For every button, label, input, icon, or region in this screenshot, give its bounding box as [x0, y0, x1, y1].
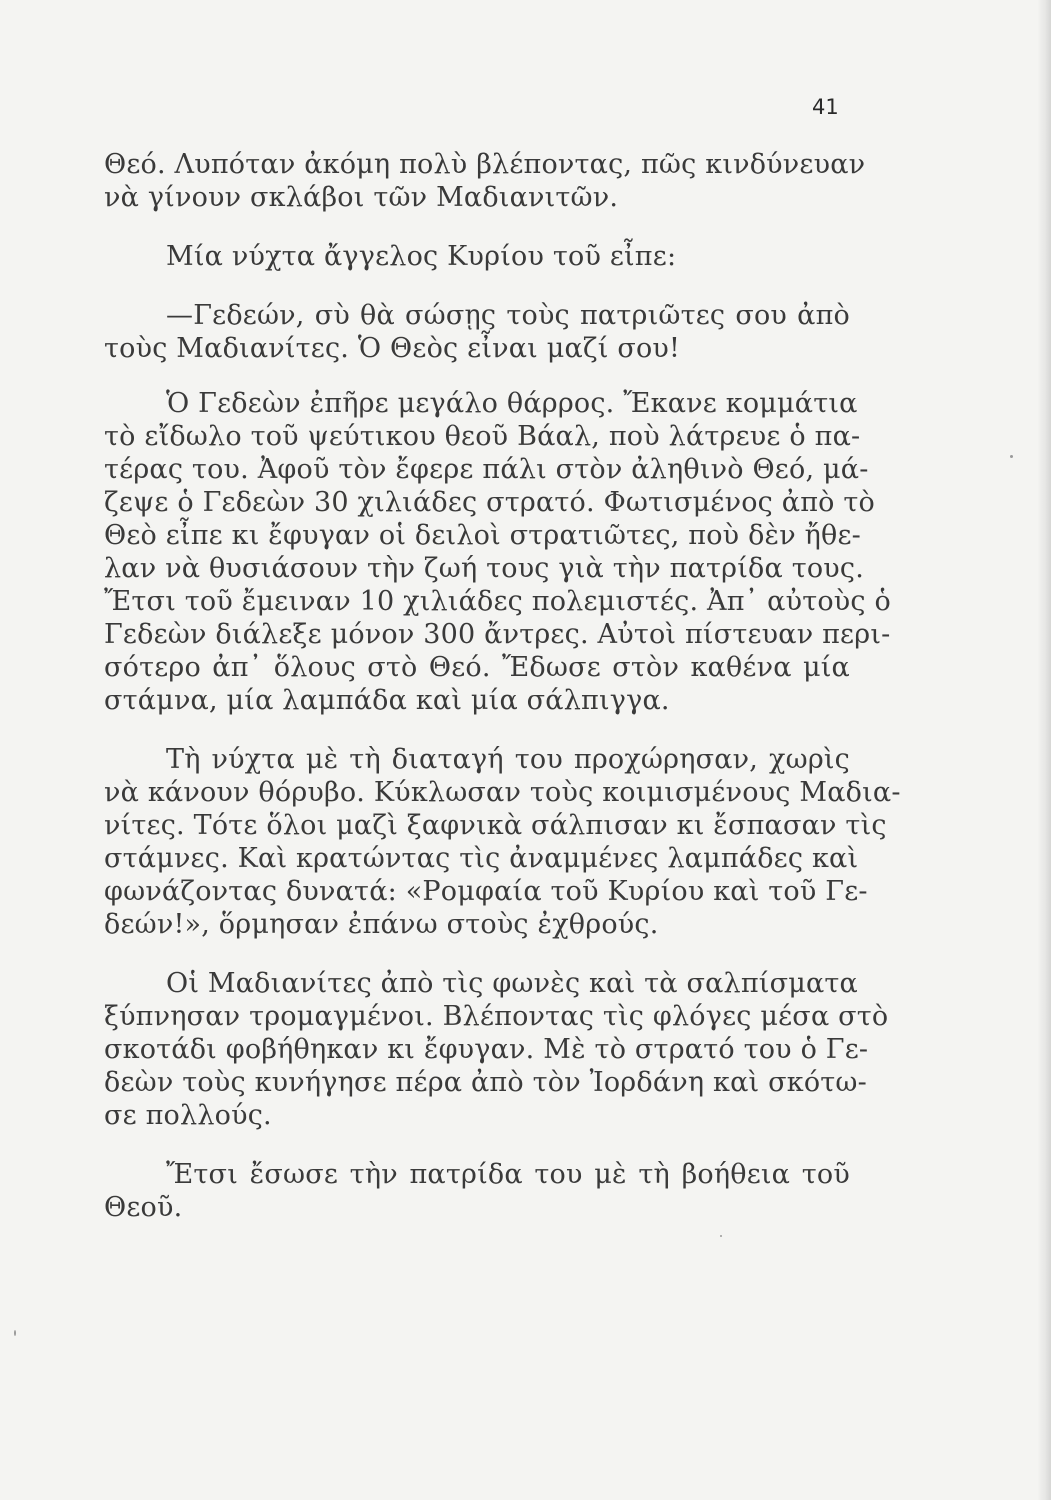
paragraph	[104, 148, 866, 214]
text-line: ξύπνησαν τρομαγμένοι. Βλέποντας τὶς φλόγες μέσα στὸ	[104, 1001, 889, 1032]
text-line: δεὼν τοὺς κυνήγησε πέρα ἀπὸ τὸν Ἰορδάνη καὶ σκότω-	[104, 1067, 867, 1098]
text-line: φωνάζοντας δυνατά: «Ρομφαία τοῦ Κυρίου καὶ τοῦ Γε-	[104, 876, 868, 907]
text-line: Θεοῦ.	[104, 1192, 183, 1223]
text-line: στάμνα, μία λαμπάδα καὶ μία σάλπιγγα.	[104, 685, 670, 716]
paragraph	[104, 1158, 850, 1224]
text-line: στάμνες. Καὶ κρατώντας τὶς ἀναμμένες λαμπάδες καὶ	[104, 843, 859, 874]
text-line: Ὁ Γεδεὼν ἐπῆρε μεγάλο θάρρος. Ἔκανε κομμάτια	[166, 388, 858, 419]
scan-speck	[720, 1235, 722, 1237]
text-line: τοὺς Μαδιανίτες. Ὁ Θεὸς εἶναι μαζί σου!	[104, 333, 681, 364]
text-line: ζεψε ὁ Γεδεὼν 30 χιλιάδες στρατό. Φωτισμένος ἀπὸ τὸ	[104, 487, 875, 518]
text-line: τὸ εἴδωλο τοῦ ψεύτικου θεοῦ Βάαλ, ποὺ λάτρευε ὁ πα-	[104, 421, 861, 452]
text-line: Μία νύχτα ἄγγελος Κυρίου τοῦ εἶπε:	[166, 241, 677, 272]
text-line: τέρας του. Ἀφοῦ τὸν ἔφερε πάλι στὸν ἀληθινὸ Θεό, μά-	[104, 454, 869, 485]
text-line: Τὴ νύχτα μὲ τὴ διαταγή του προχώρησαν, χωρὶς	[166, 744, 850, 775]
scan-speck	[14, 1330, 16, 1336]
text-line: Θεό. Λυπόταν ἀκόμη πολὺ βλέποντας, πῶς κινδύνευαν	[104, 149, 866, 180]
text-line: Γεδεὼν διάλεξε μόνον 300 ἄντρες. Αὐτοὶ πίστευαν περι-	[104, 619, 891, 650]
text-line: σε πολλούς.	[104, 1100, 272, 1131]
paragraph	[104, 299, 850, 365]
text-line: δεών!», ὅρμησαν ἐπάνω στοὺς ἐχθρούς.	[104, 909, 659, 940]
text-line: νὰ γίνουν σκλάβοι τῶν Μαδιανιτῶν.	[104, 182, 619, 213]
page-edge-shadow	[1037, 0, 1051, 1500]
paragraph	[104, 387, 891, 717]
text-line: νίτες. Τότε ὅλοι μαζὶ ξαφνικὰ σάλπισαν κι ἔσπασαν τὶς	[104, 810, 887, 841]
scan-speck	[1010, 455, 1013, 458]
paragraph	[104, 743, 901, 941]
body-text	[104, 148, 901, 1224]
text-line: σκοτάδι φοβήθηκαν κι ἔφυγαν. Μὲ τὸ στρατό του ὁ Γε-	[104, 1034, 869, 1065]
text-line: Ἔτσι τοῦ ἔμειναν 10 χιλιάδες πολεμιστές. Ἀπ᾿ αὐτοὺς ὁ	[104, 586, 891, 617]
paragraph	[104, 967, 889, 1132]
page-number: 41	[812, 95, 839, 119]
text-line: —Γεδεών, σὺ θὰ σώσῃς τοὺς πατριῶτες σου ἀπὸ	[166, 300, 850, 331]
text-line: λαν νὰ θυσιάσουν τὴν ζωή τους γιὰ τὴν πατρίδα τους.	[104, 553, 865, 584]
text-line: Θεὸ εἶπε κι ἔφυγαν οἱ δειλοὶ στρατιῶτες, ποὺ δὲν ἤθε-	[104, 520, 861, 551]
text-line: Οἱ Μαδιανίτες ἀπὸ τὶς φωνὲς καὶ τὰ σαλπίσματα	[166, 968, 858, 999]
text-line: Ἔτσι ἔσωσε τὴν πατρίδα του μὲ τὴ βοήθεια τοῦ	[166, 1159, 850, 1190]
text-line: νὰ κάνουν θόρυβο. Κύκλωσαν τοὺς κοιμισμένους Μαδια-	[104, 777, 901, 808]
paragraph	[104, 240, 850, 273]
text-line: σότερο ἀπ᾿ ὅλους στὸ Θεό. Ἔδωσε στὸν καθένα μία	[104, 652, 850, 683]
